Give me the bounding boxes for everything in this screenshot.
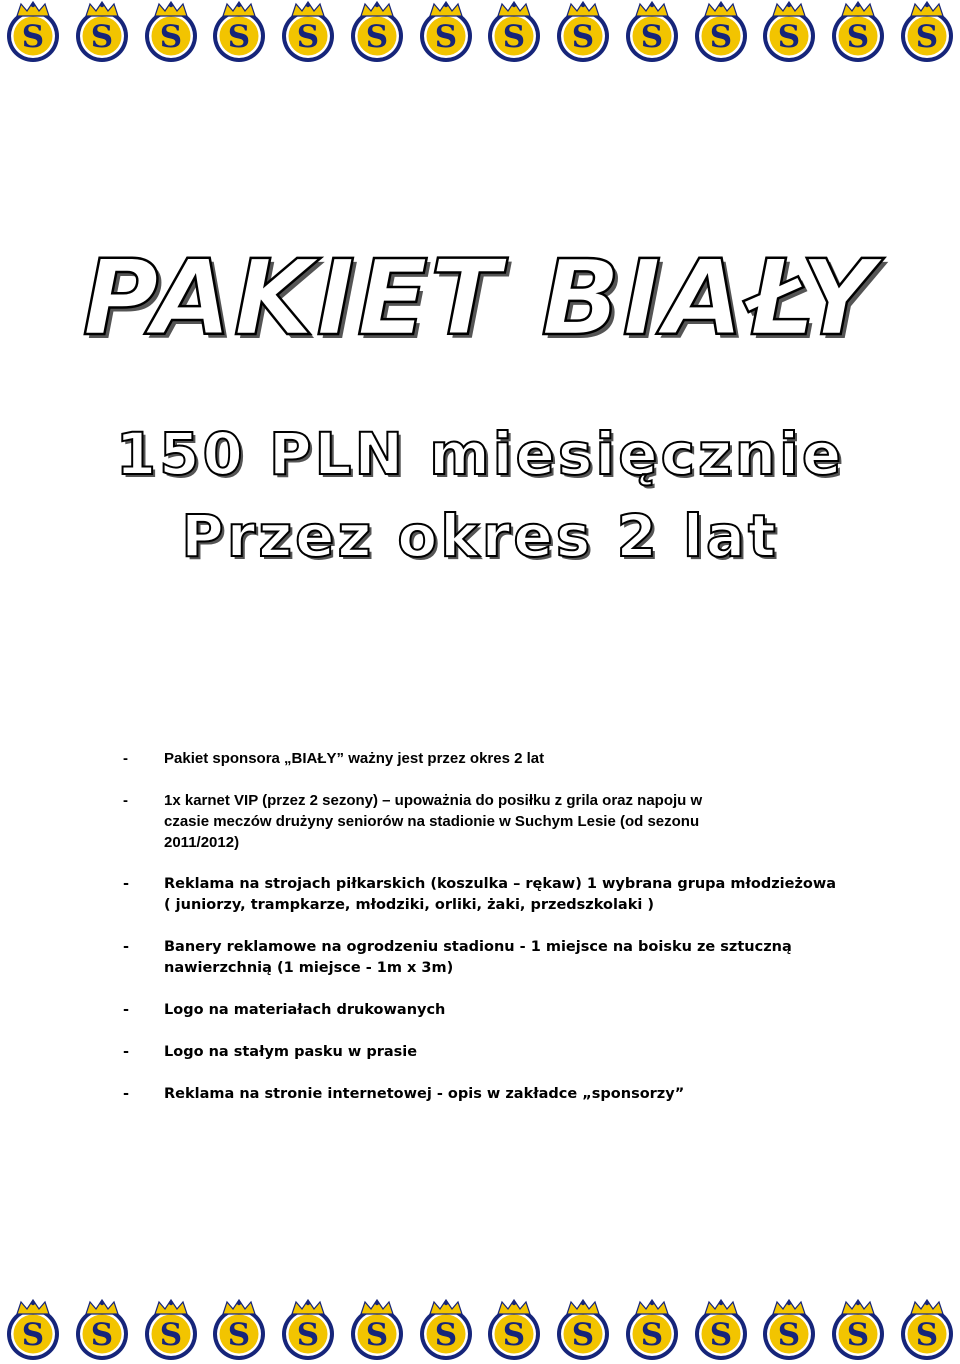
list-item-text: Banery reklamowe na ogrodzeniu stadionu - 1 miejsce na boisku ze sztuczną nawierzchnią (1 miejsce - 1m x 3m) [164, 939, 792, 976]
svg-text:S: S [709, 19, 732, 55]
club-crest-icon [621, 1298, 683, 1362]
club-crest-icon [690, 0, 752, 64]
club-crest-icon [415, 1298, 477, 1362]
club-crest-icon [552, 0, 614, 64]
svg-text:S: S [846, 1317, 870, 1353]
club-crest-icon [2, 0, 64, 64]
svg-text:S: S [778, 19, 801, 55]
club-crest-icon [896, 1298, 958, 1362]
svg-text:S: S [434, 19, 457, 55]
list-dash: - [123, 1002, 130, 1018]
svg-text:S: S [503, 19, 526, 55]
svg-text:S: S [21, 1317, 45, 1353]
list-dash: - [123, 792, 128, 809]
svg-text:S: S [778, 1317, 801, 1353]
svg-text:S: S [846, 19, 870, 55]
list-item [123, 1042, 843, 1063]
list-dash: - [123, 750, 128, 767]
svg-text:S: S [640, 1317, 664, 1353]
svg-text:S: S [434, 1317, 457, 1353]
club-crest-icon [140, 0, 202, 64]
svg-text:S: S [571, 1317, 595, 1353]
club-crest-icon [208, 1298, 270, 1362]
club-crest-icon [483, 0, 545, 64]
club-crest-icon [71, 1298, 133, 1362]
svg-text:S: S [90, 1317, 113, 1353]
svg-text:S: S [365, 1317, 389, 1353]
club-crest-icon [896, 0, 958, 64]
club-crest-icon [690, 1298, 752, 1362]
svg-text:S: S [503, 1317, 526, 1353]
club-crest-icon [483, 1298, 545, 1362]
svg-text:S: S [159, 1317, 182, 1353]
club-crest-icon [208, 0, 270, 64]
list-item [123, 1084, 843, 1105]
top-badge-border [0, 0, 960, 66]
svg-text:S: S [915, 1317, 939, 1353]
svg-text:S: S [640, 19, 664, 55]
club-crest-icon [552, 1298, 614, 1362]
list-item [123, 874, 843, 916]
svg-text:S: S [228, 1317, 251, 1353]
club-crest-icon [277, 0, 339, 64]
list-item [123, 937, 843, 979]
club-crest-icon [415, 0, 477, 64]
club-crest-icon [346, 1298, 408, 1362]
benefit-list [123, 748, 843, 1126]
list-item [123, 1000, 843, 1021]
club-crest-icon [277, 1298, 339, 1362]
list-item [123, 790, 843, 853]
club-crest-icon [827, 0, 889, 64]
svg-text:S: S [915, 19, 939, 55]
club-crest-icon [2, 1298, 64, 1362]
duration-heading: Przez okres 2 lat [181, 502, 779, 570]
list-item-text: Logo na stałym pasku w prasie [164, 1044, 418, 1060]
svg-text:S: S [90, 19, 113, 55]
club-crest-icon [346, 0, 408, 64]
list-item-text: 1x karnet VIP (przez 2 sezony) – upoważnia do posiłku z grila oraz napoju w czasie meczów drużyny seniorów na stadionie w Suchym Lesie (od sezonu 2011/2012) [164, 792, 703, 851]
svg-text:S: S [21, 19, 45, 55]
list-dash: - [123, 876, 130, 892]
svg-text:S: S [296, 1317, 320, 1353]
list-dash: - [123, 1086, 130, 1102]
club-crest-icon [827, 1298, 889, 1362]
club-crest-icon [758, 0, 820, 64]
price-heading: 150 PLN miesięcznie [115, 420, 845, 488]
list-item [123, 748, 843, 769]
club-crest-icon [140, 1298, 202, 1362]
svg-text:S: S [228, 19, 251, 55]
bottom-badge-border [0, 1298, 960, 1364]
club-crest-icon [758, 1298, 820, 1362]
page-title: PAKIET BIAŁY [82, 237, 878, 359]
list-item-text: Pakiet sponsora „BIAŁY” ważny jest przez okres 2 lat [164, 750, 545, 767]
svg-text:S: S [296, 19, 320, 55]
svg-text:S: S [571, 19, 595, 55]
svg-text:S: S [365, 19, 389, 55]
club-crest-icon [621, 0, 683, 64]
list-item-text: Logo na materiałach drukowanych [164, 1002, 446, 1018]
svg-text:S: S [159, 19, 182, 55]
list-dash: - [123, 939, 130, 955]
list-item-text: Reklama na stronie internetowej - opis w zakładce „sponsorzy” [164, 1086, 685, 1102]
list-dash: - [123, 1044, 130, 1060]
list-item-text: Reklama na strojach piłkarskich (koszulka – rękaw) 1 wybrana grupa młodzieżowa ( juniorzy, trampkarze, młodziki, orliki, żaki, przedszkolaki ) [164, 876, 837, 913]
svg-text:S: S [709, 1317, 732, 1353]
club-crest-icon [71, 0, 133, 64]
